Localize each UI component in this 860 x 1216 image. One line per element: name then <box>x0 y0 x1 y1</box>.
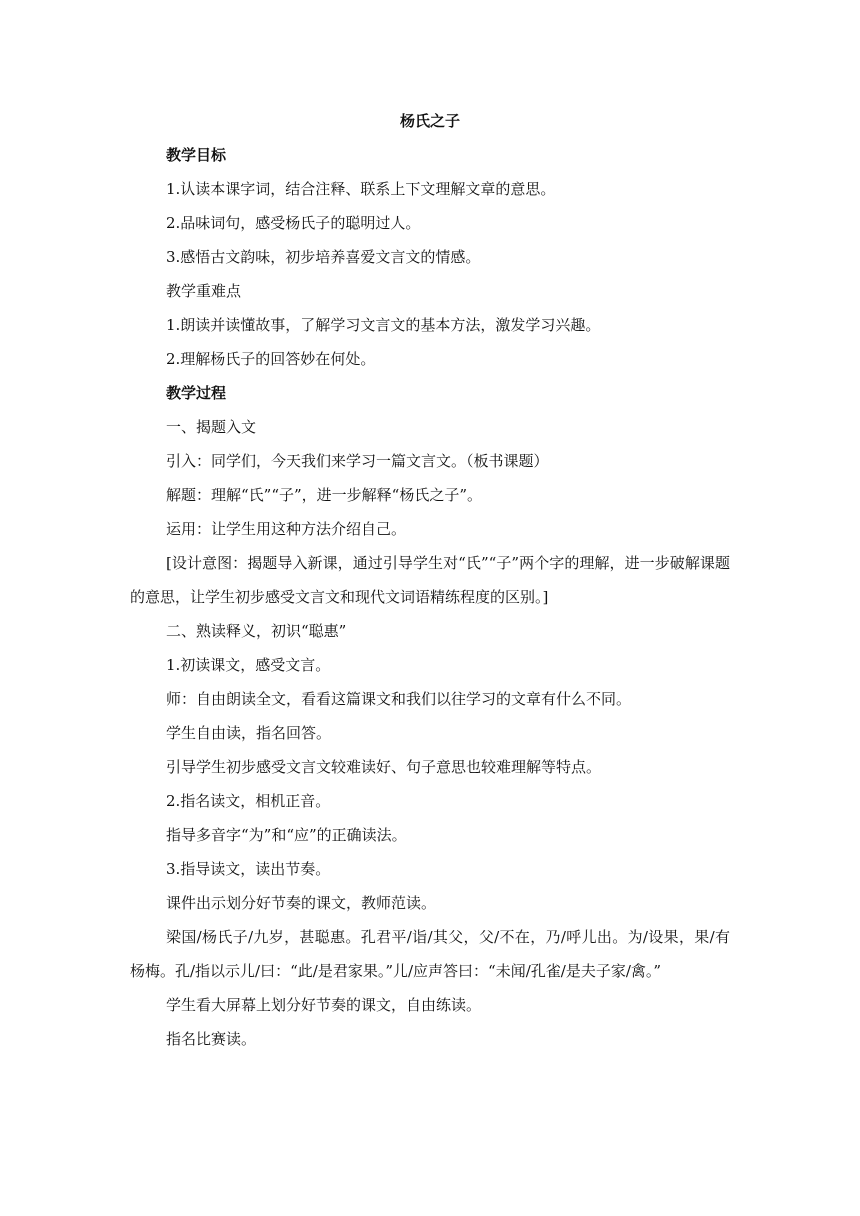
paragraph: 学生看大屏幕上划分好节奏的课文，自由练读。 <box>166 996 482 1014</box>
paragraph: 学生自由读，指名回答。 <box>166 724 332 742</box>
section-heading-process: 教学过程 <box>166 384 227 402</box>
section-heading-objectives: 教学目标 <box>166 146 227 164</box>
paragraph: 1.初读课文，感受文言。 <box>166 656 331 674</box>
classical-text-passage: 梁国/杨氏子/九岁，甚聪惠。孔君平/诣/其父，父/不在，乃/呼儿出。为/设果，果/有杨梅。孔/指以示儿/曰：“此/是君家果。”儿/应声答曰：“未闻/孔雀/是夫子家/禽。” <box>130 928 730 980</box>
paragraph: 2.品味词句，感受杨氏子的聪明过人。 <box>166 214 421 232</box>
paragraph: 引入：同学们，今天我们来学习一篇文言文。（板书课题） <box>166 452 549 470</box>
paragraph: 指名比赛读。 <box>166 1030 257 1048</box>
paragraph: 1.朗读并读懂故事，了解学习文言文的基本方法，激发学习兴趣。 <box>166 316 601 334</box>
paragraph: 引导学生初步感受文言文较难读好、句子意思也较难理解等特点。 <box>166 758 602 776</box>
paragraph: 课件出示划分好节奏的课文，教师范读。 <box>166 894 437 912</box>
paragraph: 3.指导读文，读出节奏。 <box>166 860 331 878</box>
paragraph: 解题：理解“氏”“子”，进一步解释“杨氏之子”。 <box>166 486 483 504</box>
section-heading-key-points: 教学重难点 <box>166 282 242 300</box>
paragraph: 运用：让学生用这种方法介绍自己。 <box>166 520 407 538</box>
paragraph: 1.认读本课字词，结合注释、联系上下文理解文章的意思。 <box>166 180 556 198</box>
paragraph: 师：自由朗读全文，看看这篇课文和我们以往学习的文章有什么不同。 <box>166 690 632 708</box>
subsection-heading: 一、揭题入文 <box>166 418 257 436</box>
paragraph: 2.理解杨氏子的回答妙在何处。 <box>166 350 376 368</box>
document-page <box>130 104 730 1056</box>
paragraph: 3.感悟古文韵味，初步培养喜爱文言文的情感。 <box>166 248 481 266</box>
paragraph: 指导多音字“为”和“应”的正确读法。 <box>166 826 407 844</box>
document-title: 杨氏之子 <box>399 112 460 130</box>
design-intent-note: [设计意图：揭题导入新课，通过引导学生对“氏”“子”两个字的理解，进一步破解课题的意思，让学生初步感受文言文和现代文词语精练程度的区别。] <box>130 554 730 606</box>
subsection-heading: 二、熟读释义，初识“聪惠” <box>166 622 347 640</box>
paragraph: 2.指名读文，相机正音。 <box>166 792 331 810</box>
